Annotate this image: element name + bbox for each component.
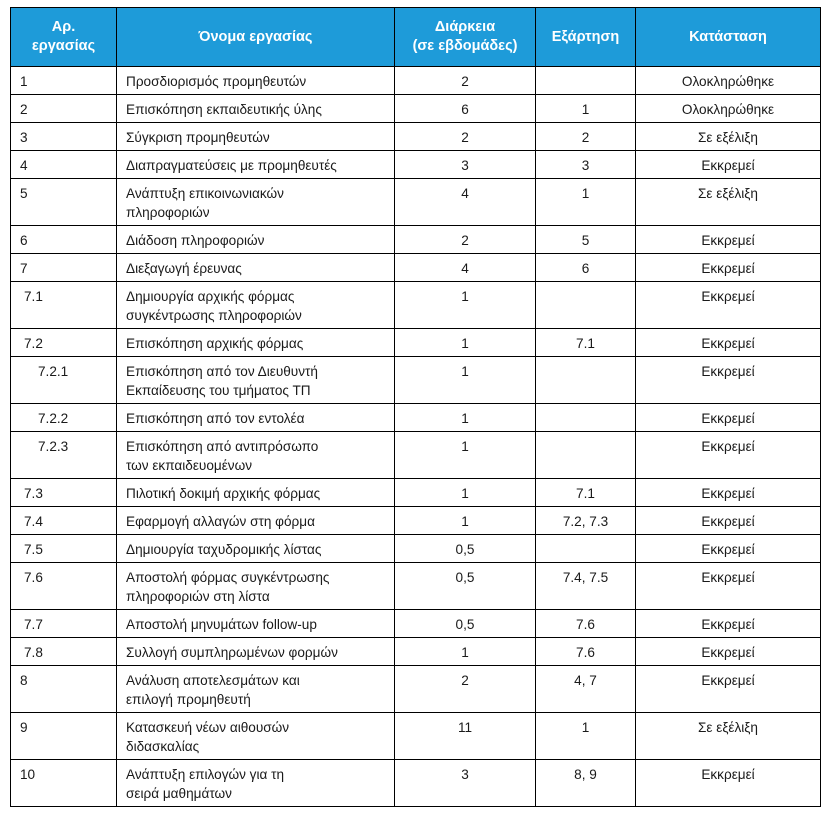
task-table [10,7,821,807]
task-status-cell: Εκκρεμεί [636,638,821,666]
task-dependency-cell: 6 [536,254,636,282]
task-status-cell: Εκκρεμεί [636,226,821,254]
task-name-cell [117,432,395,479]
task-name-cell [117,563,395,610]
task-row [11,179,821,226]
task-name-line: Ανάπτυξη επιλογών για τη [126,767,285,782]
task-dependency-cell [536,432,636,479]
task-status-cell: Εκκρεμεί [636,404,821,432]
task-number-cell: 3 [11,123,117,151]
task-dependency-cell [536,67,636,95]
task-status-cell: Εκκρεμεί [636,432,821,479]
task-status-cell: Εκκρεμεί [636,610,821,638]
task-dependency-cell: 7.2, 7.3 [536,507,636,535]
header-dependency: Εξάρτηση [536,8,636,67]
task-dependency-cell [536,282,636,329]
task-dependency-cell: 2 [536,123,636,151]
task-name-line: Επισκόπηση από αντιπρόσωπο [126,439,319,454]
task-dependency-cell: 1 [536,95,636,123]
task-name-line: συγκέντρωσης πληροφοριών [126,308,302,323]
header-task-name: Όνομα εργασίας [117,8,395,67]
task-number-cell: 7.2.2 [11,404,117,432]
task-name-cell: Εφαρμογή αλλαγών στη φόρμα [117,507,395,535]
task-duration-cell: 0,5 [395,610,536,638]
task-name-cell: Συλλογή συμπληρωμένων φορμών [117,638,395,666]
task-duration-cell: 1 [395,638,536,666]
task-number-cell: 7.3 [11,479,117,507]
task-number-cell: 7.2.1 [11,357,117,404]
task-name-line: Ανάλυση αποτελεσμάτων και [126,673,300,688]
task-row [11,760,821,807]
task-name-cell [117,713,395,760]
task-row [11,67,821,95]
task-duration-cell: 11 [395,713,536,760]
task-name-line: Αποστολή φόρμας συγκέντρωσης [126,570,330,585]
task-name-cell: Διαπραγματεύσεις με προμηθευτές [117,151,395,179]
task-dependency-cell [536,535,636,563]
task-status-cell: Σε εξέλιξη [636,123,821,151]
task-name-line: σειρά μαθημάτων [126,786,232,801]
task-name-line: διδασκαλίας [126,739,200,754]
task-duration-cell: 2 [395,226,536,254]
task-duration-cell: 3 [395,151,536,179]
task-dependency-cell: 5 [536,226,636,254]
task-row [11,254,821,282]
task-row [11,507,821,535]
task-dependency-cell: 1 [536,713,636,760]
task-duration-cell: 2 [395,123,536,151]
task-duration-cell: 6 [395,95,536,123]
task-name-cell: Σύγκριση προμηθευτών [117,123,395,151]
task-dependency-cell: 3 [536,151,636,179]
task-row [11,563,821,610]
task-name-line: των εκπαιδευομένων [126,458,253,473]
task-duration-cell: 3 [395,760,536,807]
task-name-line: Εκπαίδευσης του τμήματος ΤΠ [126,383,311,398]
task-name-line: Ανάπτυξη επικοινωνιακών [126,186,284,201]
task-status-cell: Ολοκληρώθηκε [636,67,821,95]
task-dependency-cell [536,357,636,404]
task-table-body [11,67,821,807]
task-number-cell: 7.1 [11,282,117,329]
task-status-cell: Εκκρεμεί [636,535,821,563]
header-task-number: Αρ. εργασίας [11,8,117,67]
task-duration-cell: 2 [395,666,536,713]
task-duration-cell: 1 [395,404,536,432]
task-number-cell: 7.6 [11,563,117,610]
task-dependency-cell: 4, 7 [536,666,636,713]
task-dependency-cell: 7.6 [536,638,636,666]
task-name-cell [117,760,395,807]
task-row [11,610,821,638]
task-name-line: πληροφοριών στη λίστα [126,589,270,604]
task-number-cell: 7.2 [11,329,117,357]
task-status-cell: Εκκρεμεί [636,151,821,179]
task-dependency-cell: 7.1 [536,329,636,357]
task-duration-cell: 2 [395,67,536,95]
task-duration-cell: 0,5 [395,563,536,610]
task-number-cell: 7 [11,254,117,282]
task-status-cell: Εκκρεμεί [636,479,821,507]
task-status-cell: Εκκρεμεί [636,282,821,329]
task-dependency-cell: 7.4, 7.5 [536,563,636,610]
task-name-cell [117,179,395,226]
task-name-line: Επισκόπηση από τον Διευθυντή [126,364,318,379]
task-duration-cell: 4 [395,179,536,226]
task-number-cell: 8 [11,666,117,713]
task-name-cell: Επισκόπηση εκπαιδευτικής ύλης [117,95,395,123]
task-number-cell: 7.5 [11,535,117,563]
task-name-cell: Διάδοση πληροφοριών [117,226,395,254]
task-row [11,95,821,123]
task-name-line: επιλογή προμηθευτή [126,692,251,707]
task-status-cell: Σε εξέλιξη [636,179,821,226]
task-table-container [10,7,821,807]
task-status-cell: Εκκρεμεί [636,329,821,357]
task-number-cell: 1 [11,67,117,95]
task-number-cell: 2 [11,95,117,123]
task-name-cell: Αποστολή μηνυμάτων follow-up [117,610,395,638]
task-row [11,535,821,563]
task-number-cell: 7.8 [11,638,117,666]
task-row [11,282,821,329]
task-name-line: πληροφοριών [126,205,210,220]
task-dependency-cell [536,404,636,432]
header-status: Κατάσταση [636,8,821,67]
task-row [11,432,821,479]
task-duration-cell: 1 [395,282,536,329]
task-row [11,404,821,432]
task-number-cell: 5 [11,179,117,226]
task-name-cell [117,666,395,713]
task-duration-cell: 1 [395,507,536,535]
task-duration-cell: 1 [395,432,536,479]
task-name-cell: Επισκόπηση από τον εντολέα [117,404,395,432]
task-row [11,357,821,404]
task-status-cell: Εκκρεμεί [636,760,821,807]
task-name-line: Δημιουργία αρχικής φόρμας [126,289,295,304]
task-status-cell: Εκκρεμεί [636,666,821,713]
task-name-cell [117,357,395,404]
task-number-cell: 7.2.3 [11,432,117,479]
task-name-cell: Επισκόπηση αρχικής φόρμας [117,329,395,357]
task-duration-cell: 1 [395,329,536,357]
task-row [11,329,821,357]
task-name-cell: Πιλοτική δοκιμή αρχικής φόρμας [117,479,395,507]
task-row [11,123,821,151]
task-duration-cell: 4 [395,254,536,282]
task-name-cell [117,282,395,329]
task-status-cell: Εκκρεμεί [636,357,821,404]
header-row [11,8,821,67]
task-number-cell: 9 [11,713,117,760]
header-duration: Διάρκεια (σε εβδομάδες) [395,8,536,67]
task-number-cell: 7.4 [11,507,117,535]
task-status-cell: Εκκρεμεί [636,563,821,610]
task-number-cell: 4 [11,151,117,179]
task-duration-cell: 0,5 [395,535,536,563]
task-dependency-cell: 1 [536,179,636,226]
task-status-cell: Σε εξέλιξη [636,713,821,760]
task-duration-cell: 1 [395,357,536,404]
task-row [11,479,821,507]
task-name-line: Κατασκευή νέων αιθουσών [126,720,290,735]
task-number-cell: 10 [11,760,117,807]
task-row [11,151,821,179]
task-row [11,638,821,666]
task-status-cell: Εκκρεμεί [636,254,821,282]
task-row [11,713,821,760]
task-row [11,666,821,713]
task-status-cell: Ολοκληρώθηκε [636,95,821,123]
task-dependency-cell: 8, 9 [536,760,636,807]
task-dependency-cell: 7.6 [536,610,636,638]
task-number-cell: 7.7 [11,610,117,638]
task-name-cell: Δημιουργία ταχυδρομικής λίστας [117,535,395,563]
task-name-cell: Προσδιορισμός προμηθευτών [117,67,395,95]
task-row [11,226,821,254]
task-status-cell: Εκκρεμεί [636,507,821,535]
task-name-cell: Διεξαγωγή έρευνας [117,254,395,282]
task-number-cell: 6 [11,226,117,254]
task-dependency-cell: 7.1 [536,479,636,507]
task-duration-cell: 1 [395,479,536,507]
